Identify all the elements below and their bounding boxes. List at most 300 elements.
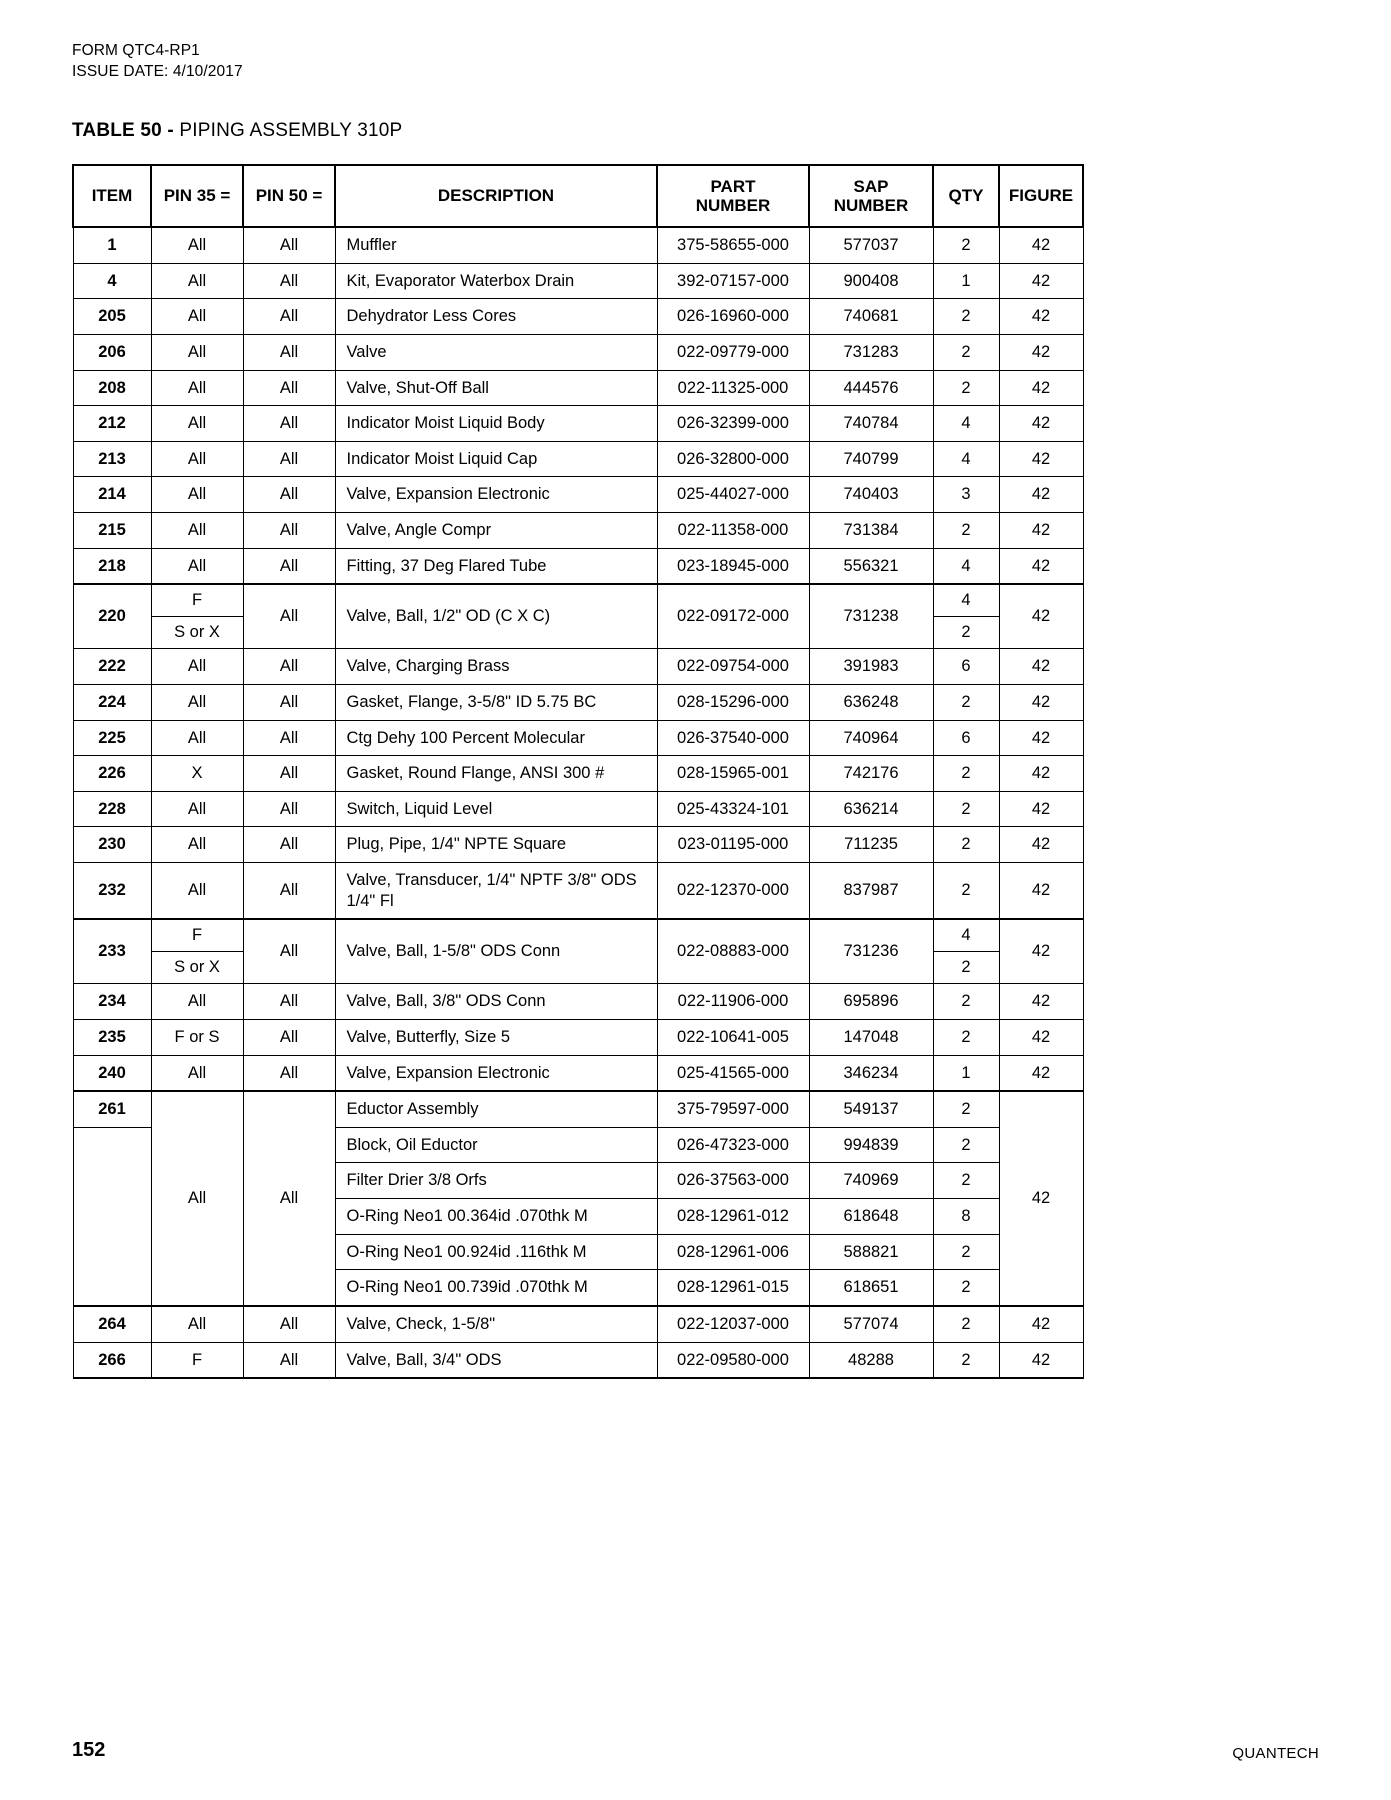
cell-part-number — [657, 263, 809, 299]
cell-description-text: Valve, Ball, 3/4" ODS — [346, 1350, 502, 1369]
cell-qty-text: 4 — [961, 414, 971, 433]
document-footer — [72, 1739, 1319, 1762]
cell-pin35-text: All — [187, 556, 207, 575]
cell-item-text: 214 — [98, 485, 126, 504]
cell-description-text: Valve, Shut-Off Ball — [346, 378, 489, 397]
cell-pin50 — [243, 649, 335, 685]
cell-part-number — [657, 1055, 809, 1091]
table-row — [73, 1091, 1083, 1127]
cell-figure — [999, 863, 1083, 920]
cell-item — [73, 827, 151, 863]
cell-item — [73, 441, 151, 477]
cell-qty-text: 2 — [961, 1100, 971, 1119]
cell-sap-number — [809, 263, 933, 299]
cell-qty — [933, 791, 999, 827]
cell-figure-text: 42 — [1031, 485, 1051, 504]
cell-sap-number-text: 837987 — [843, 881, 899, 900]
table-row — [73, 863, 1083, 920]
cell-qty-text: 2 — [961, 764, 971, 783]
cell-item — [73, 863, 151, 920]
cell-part-number-text: 022-12037-000 — [677, 1314, 789, 1333]
cell-part-number — [657, 1306, 809, 1342]
cell-pin35 — [151, 370, 243, 406]
cell-qty-text: 4 — [961, 449, 971, 468]
cell-description-text: Ctg Dehy 100 Percent Molecular — [346, 728, 585, 747]
cell-sap-number — [809, 299, 933, 335]
cell-pin50 — [243, 477, 335, 513]
cell-figure — [999, 227, 1083, 263]
cell-description — [335, 263, 657, 299]
cell-sap-number-text: 147048 — [843, 1027, 899, 1046]
table-row — [73, 1306, 1083, 1342]
cell-figure — [999, 684, 1083, 720]
cell-part-number-text: 022-10641-005 — [677, 1027, 789, 1046]
cell-pin35 — [151, 1019, 243, 1055]
cell-qty — [933, 441, 999, 477]
cell-qty-text: 2 — [961, 236, 971, 254]
cell-pin50 — [243, 684, 335, 720]
cell-description — [335, 513, 657, 549]
cell-pin50-text: All — [279, 271, 299, 290]
cell-figure-text: 42 — [1031, 271, 1051, 290]
parts-table — [72, 164, 1084, 1379]
cell-pin35 — [151, 441, 243, 477]
cell-sap-number-text: 391983 — [843, 657, 899, 676]
cell-item-text: 230 — [98, 835, 126, 854]
cell-sap-number-text: 740681 — [843, 307, 899, 326]
cell-part-number — [657, 584, 809, 649]
cell-description-text: Plug, Pipe, 1/4" NPTE Square — [346, 835, 567, 854]
cell-description-text: Filter Drier 3/8 Orfs — [346, 1171, 487, 1190]
cell-sap-number — [809, 827, 933, 863]
cell-qty — [933, 720, 999, 756]
cell-pin35 — [151, 406, 243, 442]
cell-part-number — [657, 756, 809, 792]
cell-qty — [933, 1199, 999, 1235]
cell-qty-split — [934, 585, 999, 648]
cell-qty-text: 2 — [961, 835, 971, 854]
cell-figure — [999, 513, 1083, 549]
cell-figure-text: 42 — [1031, 521, 1051, 539]
cell-sap-number — [809, 1342, 933, 1378]
cell-description-text: Indicator Moist Liquid Body — [346, 414, 545, 433]
cell-sap-number-text: 900408 — [843, 271, 899, 290]
cell-description-text: Switch, Liquid Level — [346, 799, 493, 818]
cell-pin50 — [243, 263, 335, 299]
cell-sap-number — [809, 863, 933, 920]
cell-item — [73, 720, 151, 756]
cell-description — [335, 1091, 657, 1127]
cell-pin35 — [151, 827, 243, 863]
cell-pin50 — [243, 791, 335, 827]
cell-qty — [933, 334, 999, 370]
cell-pin50-text: All — [279, 942, 299, 961]
cell-sap-number-text: 731283 — [843, 342, 899, 361]
cell-figure-text: 42 — [1031, 799, 1051, 818]
cell-pin35-text: All — [187, 414, 207, 433]
cell-description — [335, 1199, 657, 1235]
cell-qty-text: 2 — [961, 1171, 971, 1190]
table-row — [73, 684, 1083, 720]
cell-sap-number-text: 740784 — [843, 414, 899, 433]
cell-sap-number — [809, 513, 933, 549]
table-row — [73, 919, 1083, 984]
cell-item — [73, 919, 151, 984]
column-header-pin50: PIN 50 = — [243, 165, 335, 227]
cell-figure-text: 42 — [1031, 764, 1051, 783]
cell-pin35 — [151, 548, 243, 584]
cell-pin50-text: All — [279, 449, 299, 468]
parts-table-body — [73, 227, 1083, 1378]
cell-description — [335, 370, 657, 406]
cell-qty-part-1: 4 — [961, 591, 971, 610]
cell-item-text: 213 — [98, 449, 126, 468]
column-header-sap-number-line2: NUMBER — [833, 196, 909, 215]
cell-item-text: 234 — [98, 992, 126, 1011]
cell-description — [335, 334, 657, 370]
cell-part-number-text: 026-37540-000 — [677, 728, 789, 747]
cell-part-number-text: 022-08883-000 — [677, 942, 789, 961]
column-header-sap-number — [809, 165, 933, 227]
cell-pin35 — [151, 334, 243, 370]
cell-sap-number-text: 742176 — [843, 764, 899, 783]
cell-description-text: Valve, Ball, 3/8" ODS Conn — [346, 992, 546, 1011]
cell-description-text: Kit, Evaporator Waterbox Drain — [346, 271, 575, 290]
cell-part-number-text: 022-12370-000 — [677, 881, 789, 900]
cell-sap-number — [809, 548, 933, 584]
cell-pin50-text: All — [279, 835, 299, 854]
cell-item — [73, 227, 151, 263]
cell-part-number-text: 025-41565-000 — [677, 1063, 789, 1082]
cell-pin35-text: All — [187, 307, 207, 326]
cell-pin50 — [243, 584, 335, 649]
cell-figure — [999, 584, 1083, 649]
cell-pin50-text: All — [279, 657, 299, 676]
cell-pin35-text: All — [187, 342, 207, 361]
cell-pin35 — [151, 919, 243, 984]
cell-part-number-text: 025-43324-101 — [677, 799, 789, 818]
cell-part-number — [657, 649, 809, 685]
cell-part-number — [657, 477, 809, 513]
cell-part-number-text: 025-44027-000 — [677, 485, 789, 504]
cell-sap-number-text: 346234 — [843, 1063, 899, 1082]
cell-pin50 — [243, 548, 335, 584]
cell-figure — [999, 263, 1083, 299]
cell-pin50 — [243, 1306, 335, 1342]
cell-item — [73, 1127, 151, 1306]
cell-figure-text: 42 — [1031, 728, 1051, 747]
cell-pin50-text: All — [279, 764, 299, 783]
cell-qty-text: 2 — [961, 692, 971, 711]
cell-figure-text: 42 — [1031, 1063, 1051, 1082]
cell-figure — [999, 548, 1083, 584]
cell-qty-text: 1 — [961, 271, 971, 290]
cell-qty — [933, 919, 999, 984]
cell-pin35 — [151, 649, 243, 685]
cell-qty-text: 4 — [961, 556, 971, 575]
cell-sap-number — [809, 584, 933, 649]
cell-part-number — [657, 1019, 809, 1055]
cell-description-text: O-Ring Neo1 00.739id .070thk M — [346, 1278, 588, 1297]
cell-figure — [999, 334, 1083, 370]
cell-qty — [933, 1127, 999, 1163]
cell-description-text: Valve, Angle Compr — [346, 521, 492, 539]
cell-pin35-part-2: S or X — [152, 616, 243, 648]
cell-pin50-text: All — [279, 1189, 299, 1208]
cell-pin35 — [151, 756, 243, 792]
cell-part-number — [657, 1091, 809, 1127]
cell-pin50 — [243, 441, 335, 477]
cell-qty — [933, 584, 999, 649]
cell-item-text: 232 — [98, 881, 126, 900]
cell-pin50 — [243, 406, 335, 442]
cell-part-number-text: 028-15296-000 — [677, 692, 789, 711]
cell-sap-number — [809, 1234, 933, 1270]
cell-item — [73, 1306, 151, 1342]
cell-part-number — [657, 919, 809, 984]
cell-pin50-text: All — [279, 1314, 299, 1333]
cell-pin50-text: All — [279, 799, 299, 818]
cell-pin35 — [151, 984, 243, 1020]
page-number: 152 — [72, 1739, 106, 1761]
cell-sap-number — [809, 1306, 933, 1342]
cell-qty — [933, 827, 999, 863]
cell-pin35-text: F or S — [174, 1027, 220, 1046]
cell-qty-text: 2 — [961, 799, 971, 818]
cell-description — [335, 720, 657, 756]
cell-description — [335, 406, 657, 442]
cell-sap-number — [809, 720, 933, 756]
cell-item-text: 218 — [98, 556, 126, 575]
cell-description — [335, 1127, 657, 1163]
cell-qty — [933, 756, 999, 792]
table-row — [73, 1342, 1083, 1378]
cell-figure — [999, 1055, 1083, 1091]
cell-item-text: 215 — [98, 521, 126, 539]
cell-figure-text: 42 — [1031, 1314, 1051, 1333]
cell-qty-part-2: 2 — [934, 951, 999, 983]
cell-sap-number-text: 48288 — [848, 1350, 894, 1369]
cell-sap-number-text: 444576 — [843, 378, 899, 397]
cell-qty — [933, 684, 999, 720]
cell-item — [73, 791, 151, 827]
cell-qty-part-1: 4 — [961, 926, 971, 945]
cell-qty — [933, 1342, 999, 1378]
cell-part-number — [657, 513, 809, 549]
cell-figure — [999, 441, 1083, 477]
cell-qty — [933, 863, 999, 920]
cell-pin35-text: All — [187, 692, 207, 711]
cell-qty — [933, 548, 999, 584]
cell-pin35 — [151, 513, 243, 549]
cell-item-text: 266 — [98, 1350, 126, 1369]
cell-item-text: 212 — [98, 414, 126, 433]
cell-qty-text: 2 — [961, 881, 971, 900]
table-row — [73, 548, 1083, 584]
cell-qty-text: 2 — [961, 342, 971, 361]
cell-qty — [933, 984, 999, 1020]
cell-description-text: Block, Oil Eductor — [346, 1135, 478, 1154]
cell-description — [335, 548, 657, 584]
cell-sap-number-text: 740799 — [843, 449, 899, 468]
cell-sap-number-text: 711235 — [844, 835, 898, 854]
cell-qty-split — [934, 920, 999, 983]
cell-pin50 — [243, 513, 335, 549]
column-header-part-number-line2: NUMBER — [695, 196, 771, 215]
cell-description — [335, 1019, 657, 1055]
cell-description — [335, 299, 657, 335]
cell-figure-text: 42 — [1031, 1189, 1051, 1208]
cell-qty — [933, 477, 999, 513]
cell-item-text: 224 — [98, 692, 126, 711]
cell-figure-text: 42 — [1031, 342, 1051, 361]
cell-item-text: 235 — [98, 1027, 126, 1046]
cell-qty-text: 2 — [961, 307, 971, 326]
cell-sap-number — [809, 984, 933, 1020]
cell-part-number-text: 022-11325-000 — [677, 378, 789, 397]
cell-pin35-text: X — [191, 764, 203, 783]
cell-part-number-text: 022-09172-000 — [677, 607, 789, 626]
cell-item — [73, 684, 151, 720]
cell-description-text: Indicator Moist Liquid Cap — [346, 449, 538, 468]
cell-pin50-text: All — [279, 881, 299, 900]
table-row — [73, 584, 1083, 649]
cell-sap-number — [809, 1091, 933, 1127]
cell-qty — [933, 1234, 999, 1270]
cell-qty — [933, 1091, 999, 1127]
cell-sap-number — [809, 1199, 933, 1235]
cell-sap-number-text: 731384 — [843, 521, 899, 539]
cell-part-number-text: 028-12961-012 — [677, 1207, 789, 1225]
cell-qty-text: 3 — [961, 485, 971, 504]
cell-figure — [999, 299, 1083, 335]
cell-sap-number — [809, 1019, 933, 1055]
cell-item-text — [74, 1209, 151, 1223]
cell-figure — [999, 1306, 1083, 1342]
cell-item — [73, 584, 151, 649]
cell-pin50 — [243, 1019, 335, 1055]
cell-pin50-text: All — [279, 307, 299, 326]
cell-item — [73, 513, 151, 549]
cell-part-number — [657, 334, 809, 370]
cell-description-text: Valve, Expansion Electronic — [346, 485, 550, 504]
table-row — [73, 406, 1083, 442]
cell-figure — [999, 984, 1083, 1020]
table-row — [73, 827, 1083, 863]
cell-figure-text: 42 — [1031, 307, 1051, 326]
cell-pin35-split — [152, 920, 243, 983]
cell-figure — [999, 720, 1083, 756]
cell-qty — [933, 649, 999, 685]
cell-sap-number-text: 636248 — [843, 692, 899, 711]
cell-part-number — [657, 1127, 809, 1163]
cell-pin50 — [243, 1055, 335, 1091]
document-header — [72, 40, 1319, 82]
cell-qty-text: 6 — [961, 728, 971, 747]
cell-sap-number-text: 577074 — [843, 1314, 899, 1333]
cell-pin50 — [243, 756, 335, 792]
cell-part-number-text: 022-11906-000 — [677, 992, 789, 1011]
cell-pin35-part-2: S or X — [152, 951, 243, 983]
cell-part-number — [657, 720, 809, 756]
cell-description-text: Valve — [346, 342, 387, 361]
cell-figure — [999, 1019, 1083, 1055]
table-row — [73, 370, 1083, 406]
cell-figure — [999, 406, 1083, 442]
cell-qty — [933, 227, 999, 263]
cell-pin35 — [151, 684, 243, 720]
cell-description-text: Valve, Ball, 1/2" OD (C X C) — [346, 607, 551, 626]
cell-item-text: 205 — [98, 307, 126, 326]
table-row — [73, 299, 1083, 335]
cell-description — [335, 1306, 657, 1342]
column-header-qty: QTY — [933, 165, 999, 227]
cell-qty-part-2: 2 — [934, 616, 999, 648]
cell-figure-text: 42 — [1031, 449, 1051, 468]
cell-qty-text: 2 — [961, 521, 971, 539]
cell-item — [73, 1091, 151, 1127]
cell-qty-text: 2 — [961, 1278, 971, 1297]
cell-description — [335, 441, 657, 477]
cell-pin50 — [243, 863, 335, 920]
cell-pin50-text: All — [279, 692, 299, 711]
cell-pin35-text: All — [187, 271, 207, 290]
table-title-text: PIPING ASSEMBLY 310P — [173, 120, 403, 141]
cell-part-number — [657, 984, 809, 1020]
cell-part-number-text: 028-15965-001 — [677, 764, 789, 783]
cell-item-text: 225 — [98, 728, 126, 747]
cell-pin35 — [151, 263, 243, 299]
cell-pin35-text: All — [187, 1314, 207, 1333]
cell-pin35-text: All — [187, 881, 207, 900]
cell-sap-number — [809, 370, 933, 406]
cell-description — [335, 477, 657, 513]
cell-figure — [999, 756, 1083, 792]
cell-item — [73, 984, 151, 1020]
cell-pin35 — [151, 1091, 243, 1306]
cell-description-text: Valve, Butterfly, Size 5 — [346, 1027, 511, 1046]
cell-part-number — [657, 441, 809, 477]
column-header-part-number — [657, 165, 809, 227]
cell-description-text: Gasket, Flange, 3-5/8" ID 5.75 BC — [346, 692, 597, 711]
cell-part-number-text: 026-47323-000 — [677, 1135, 789, 1154]
cell-pin35-text: All — [187, 799, 207, 818]
cell-item-text: 261 — [98, 1100, 126, 1119]
cell-sap-number — [809, 791, 933, 827]
cell-figure — [999, 919, 1083, 984]
cell-description — [335, 791, 657, 827]
cell-pin35 — [151, 791, 243, 827]
cell-description — [335, 756, 657, 792]
cell-qty-text: 6 — [961, 657, 971, 676]
cell-item-text: 4 — [107, 271, 117, 290]
cell-figure — [999, 477, 1083, 513]
cell-description — [335, 649, 657, 685]
cell-pin50 — [243, 720, 335, 756]
cell-part-number-text: 026-32399-000 — [677, 414, 789, 433]
cell-figure — [999, 1091, 1083, 1306]
cell-pin50-text: All — [279, 378, 299, 397]
cell-pin50 — [243, 984, 335, 1020]
cell-item — [73, 756, 151, 792]
cell-part-number-text: 023-18945-000 — [677, 556, 789, 575]
table-row — [73, 227, 1083, 263]
cell-figure-text: 42 — [1031, 1350, 1051, 1369]
cell-description — [335, 919, 657, 984]
table-row — [73, 477, 1083, 513]
cell-part-number — [657, 1199, 809, 1235]
cell-part-number — [657, 299, 809, 335]
